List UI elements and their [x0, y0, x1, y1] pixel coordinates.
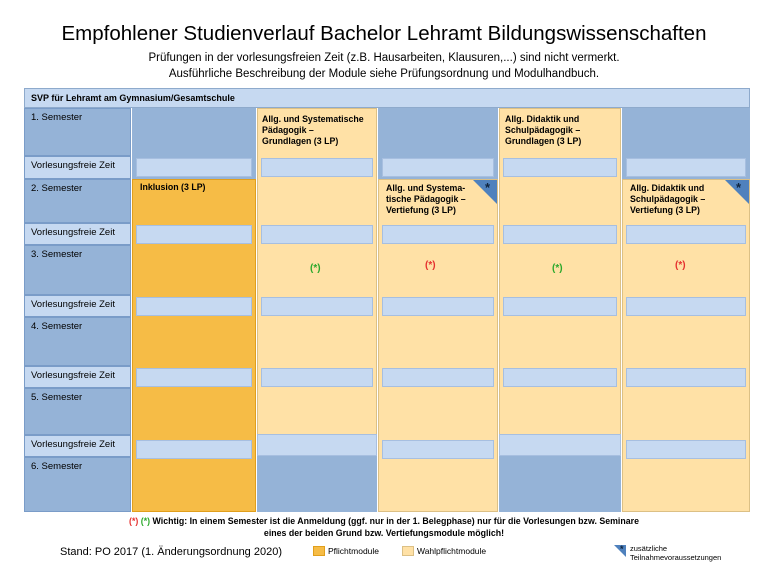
row-label-semester-3: 3. Semester: [24, 245, 131, 295]
footnote-line-1: (*) (*) Wichtig: In einem Semester ist die Anmeldung (ggf. nur in der 1. Belegphase) nur für die Vorlesungen bzw. Seminare: [129, 516, 639, 526]
row-label-semester-1: 1. Semester: [24, 108, 131, 156]
row-label-semester-2: 2. Semester: [24, 179, 131, 223]
slot-inklusion-free-3: [136, 297, 252, 316]
module-title-inklusion: Inklusion (3 LP): [140, 182, 206, 192]
slot-ads-v-free-2: [626, 225, 746, 244]
slot-ads-g-free-4: [503, 368, 617, 387]
marker-green-asp-grundlagen: (*): [310, 263, 321, 274]
slot-asp-v-free-2: [382, 225, 494, 244]
subtitle-description: Ausführliche Beschreibung der Module siehe Prüfungsordnung und Modulhandbuch.: [168, 68, 600, 80]
marker-red-asp-vertiefung: (*): [425, 260, 436, 271]
legend-label-zusatz: zusätzliche Teilnahmevoraussetzungen: [630, 544, 722, 562]
prerequisite-star-asp-vertiefung: *: [485, 180, 491, 195]
slot-ads-v-free-4: [626, 368, 746, 387]
row-label-free-2: Vorlesungsfreie Zeit: [24, 223, 131, 245]
slot-asp-v-free-3: [382, 297, 494, 316]
slot-asp-g-free-5: [257, 434, 377, 456]
legend-star-icon: *: [620, 544, 624, 554]
row-label-free-4: Vorlesungsfreie Zeit: [24, 366, 131, 388]
row-label-free-1: Vorlesungsfreie Zeit: [24, 156, 131, 179]
row-label-semester-5: 5. Semester: [24, 388, 131, 435]
marker-green-ads-grundlagen: (*): [552, 263, 563, 274]
slot-asp-g-free-1: [261, 158, 373, 177]
row-label-semester-4: 4. Semester: [24, 317, 131, 366]
slot-inklusion-free-5: [136, 440, 252, 459]
slot-asp-g-free-3: [261, 297, 373, 316]
slot-asp-g-free-4: [261, 368, 373, 387]
row-label-semester-6: 6. Semester: [24, 457, 131, 512]
module-title-ads-vertiefung: Allg. Didaktik und Schulpädagogik – Vertiefung (3 LP): [630, 183, 706, 215]
prerequisite-star-ads-vertiefung: *: [736, 180, 742, 195]
slot-inklusion-free-2: [136, 225, 252, 244]
slot-asp-v-free-4: [382, 368, 494, 387]
module-title-asp-vertiefung: Allg. und Systema- tische Pädagogik – Vertiefung (3 LP): [386, 183, 466, 215]
subtitle-exams: Prüfungen in der vorlesungsfreien Zeit (z.B. Hausarbeiten, Klausuren,...) sind nicht vermerkt.: [148, 52, 620, 64]
legend-swatch-pflicht: [313, 546, 325, 556]
legend-swatch-wahl: [402, 546, 414, 556]
slot-inklusion-free-4: [136, 368, 252, 387]
slot-asp-g-free-2: [261, 225, 373, 244]
slot-inklusion-free-1: [136, 158, 252, 177]
slot-ads-g-free-3: [503, 297, 617, 316]
slot-ads-g-free-5: [499, 434, 621, 456]
footnote-line-2: eines der beiden Grund bzw. Vertiefungsmodule möglich!: [263, 528, 505, 538]
legend-label-wahl: Wahlpflichtmodule: [417, 546, 487, 556]
slot-asp-v-free-1: [382, 158, 494, 177]
module-title-asp-grundlagen: Allg. und Systematische Pädagogik – Grundlagen (3 LP): [262, 114, 364, 146]
slot-ads-g-free-2: [503, 225, 617, 244]
slot-ads-g-free-1: [503, 158, 617, 177]
module-title-ads-grundlagen: Allg. Didaktik und Schulpädagogik – Grundlagen (3 LP): [505, 114, 582, 146]
page-title: Empfohlener Studienverlauf Bachelor Lehramt Bildungswissenschaften: [61, 22, 707, 45]
row-label-free-3: Vorlesungsfreie Zeit: [24, 295, 131, 317]
study-plan-grid: [24, 88, 750, 512]
table-header: SVP für Lehramt am Gymnasium/Gesamtschule: [24, 88, 750, 108]
row-label-free-5: Vorlesungsfreie Zeit: [24, 435, 131, 457]
slot-asp-v-free-5: [382, 440, 494, 459]
slot-ads-v-free-1: [626, 158, 746, 177]
legend-label-pflicht: Pflichtmodule: [328, 546, 380, 556]
slot-ads-v-free-3: [626, 297, 746, 316]
slot-ads-v-free-5: [626, 440, 746, 459]
marker-red-ads-vertiefung: (*): [675, 260, 686, 271]
stand-version: Stand: PO 2017 (1. Änderungsordnung 2020): [60, 546, 282, 558]
